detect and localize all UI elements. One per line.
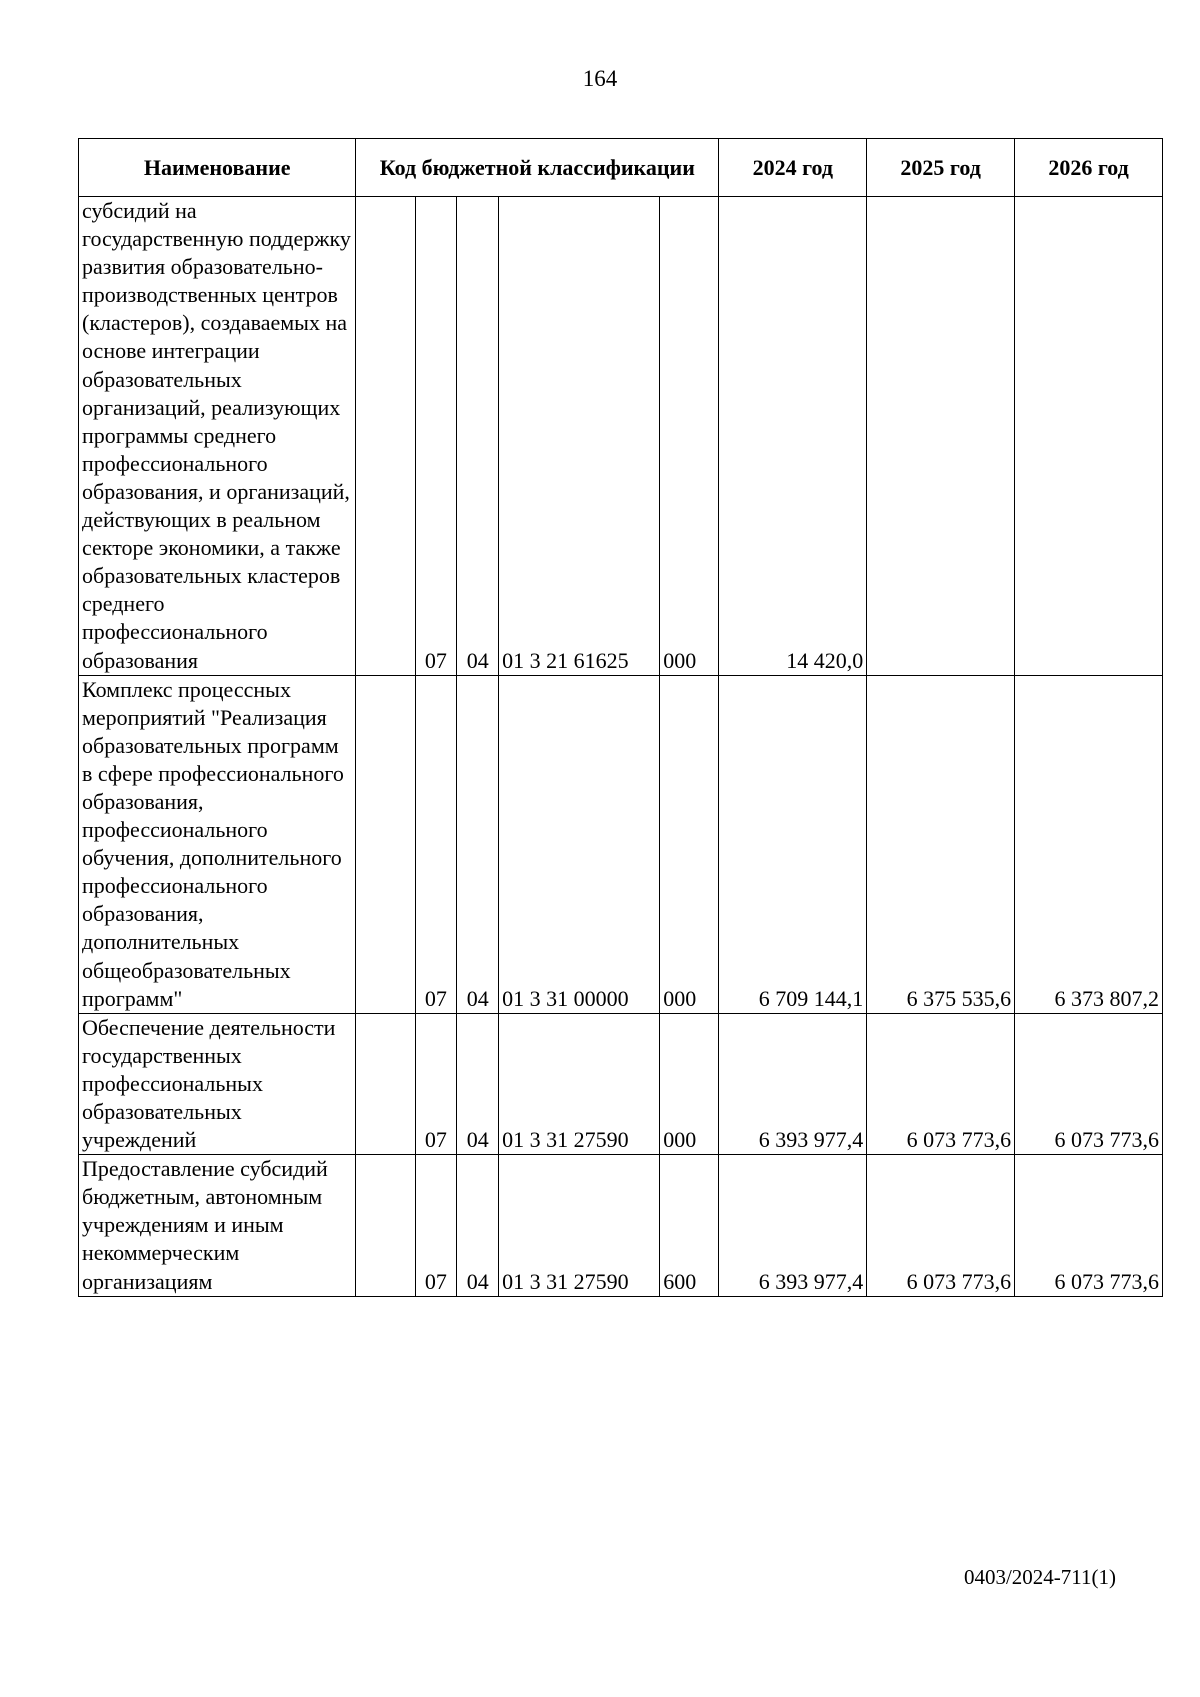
header-2026: 2026 год: [1015, 139, 1163, 197]
row-value-2025: [867, 197, 1015, 676]
row-grbs: [356, 1013, 415, 1154]
row-value-2024: 14 420,0: [719, 197, 867, 676]
budget-table: [78, 138, 1163, 1297]
row-value-2026: 6 373 807,2: [1015, 675, 1163, 1013]
row-value-2026: 6 073 773,6: [1015, 1155, 1163, 1296]
row-expense-type: 000: [660, 675, 719, 1013]
row-target-article: 01 3 21 61625: [499, 197, 660, 676]
row-name: Комплекс процессных мероприятий "Реализация образовательных программ в сфере профессионального образования, профессионального обучения, дополнительного профессионального образования, дополнительных общеобразовательных программ": [79, 675, 356, 1013]
header-2024: 2024 год: [719, 139, 867, 197]
row-target-article: 01 3 31 27590: [499, 1013, 660, 1154]
row-value-2026: [1015, 197, 1163, 676]
row-expense-type: 000: [660, 197, 719, 676]
row-expense-type: 000: [660, 1013, 719, 1154]
table-row: [79, 197, 1163, 676]
row-name: субсидий на государственную поддержку развития образовательно-производственных центров (кластеров), создаваемых на основе интеграции образовательных организаций, реализующих программы среднего профессионального образования, и организаций, действующих в реальном секторе экономики, а также образовательных кластеров среднего профессионального образования: [79, 197, 356, 676]
row-target-article: 01 3 31 00000: [499, 675, 660, 1013]
row-grbs: [356, 1155, 415, 1296]
row-subsection: 04: [457, 675, 499, 1013]
row-value-2024: 6 393 977,4: [719, 1013, 867, 1154]
row-value-2025: 6 375 535,6: [867, 675, 1015, 1013]
row-subsection: 04: [457, 1013, 499, 1154]
header-name: Наименование: [79, 139, 356, 197]
table-header-row: [79, 139, 1163, 197]
page-number: 164: [582, 66, 618, 91]
row-subsection: 04: [457, 1155, 499, 1296]
row-value-2026: 6 073 773,6: [1015, 1013, 1163, 1154]
document-code: 0403/2024-711(1): [963, 1565, 1116, 1589]
row-value-2025: 6 073 773,6: [867, 1013, 1015, 1154]
row-value-2024: 6 393 977,4: [719, 1155, 867, 1296]
table-row: [79, 1155, 1163, 1296]
row-subsection: 04: [457, 197, 499, 676]
row-value-2025: 6 073 773,6: [867, 1155, 1015, 1296]
header-code: Код бюджетной классификации: [356, 139, 719, 197]
row-grbs: [356, 675, 415, 1013]
row-expense-type: 600: [660, 1155, 719, 1296]
row-section: 07: [415, 675, 457, 1013]
row-value-2024: 6 709 144,1: [719, 675, 867, 1013]
table-row: [79, 675, 1163, 1013]
row-section: 07: [415, 1013, 457, 1154]
header-2025: 2025 год: [867, 139, 1015, 197]
row-section: 07: [415, 1155, 457, 1296]
row-name: Обеспечение деятельности государственных профессиональных образовательных учреждений: [79, 1013, 356, 1154]
row-section: 07: [415, 197, 457, 676]
row-name: Предоставление субсидий бюджетным, автономным учреждениям и иным некоммерческим организациям: [79, 1155, 356, 1296]
row-target-article: 01 3 31 27590: [499, 1155, 660, 1296]
table-row: [79, 1013, 1163, 1154]
row-grbs: [356, 197, 415, 676]
